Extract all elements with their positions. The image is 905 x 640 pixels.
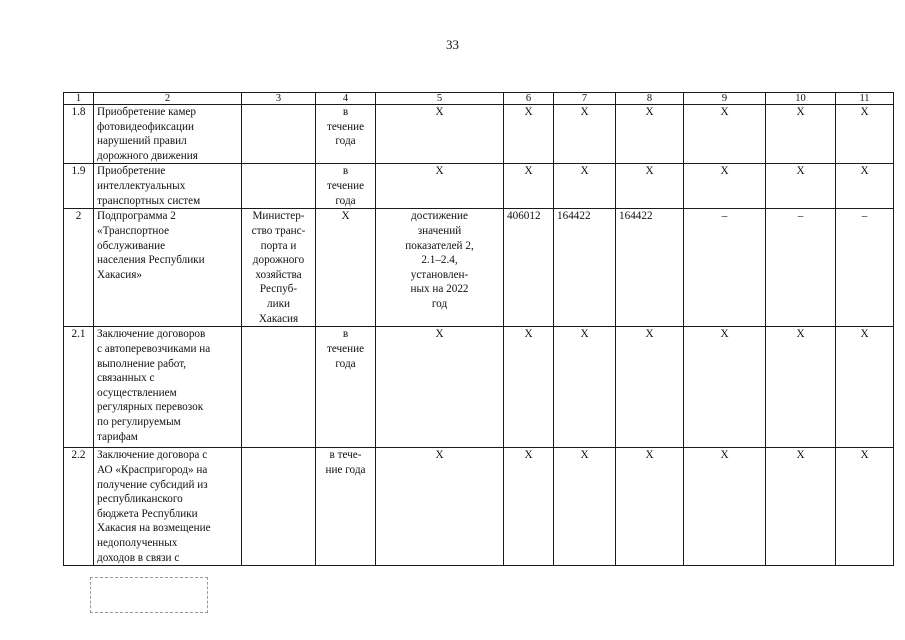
row-term: Х: [316, 209, 376, 327]
col-header-3: 3: [242, 93, 316, 105]
row-result: Х: [376, 327, 504, 448]
col-header-2: 2: [94, 93, 242, 105]
row-value-10: Х: [766, 448, 836, 566]
row-name: Подпрограмма 2 «Транспортное обслуживание населения Республики Хакасия»: [94, 209, 242, 327]
registration-stamp: [90, 577, 208, 613]
col-header-9: 9: [684, 93, 766, 105]
row-id: 2.2: [64, 448, 94, 566]
row-value-9: Х: [684, 164, 766, 209]
table-row: [64, 164, 894, 209]
row-value-11: –: [836, 209, 894, 327]
row-value-11: Х: [836, 327, 894, 448]
col-header-10: 10: [766, 93, 836, 105]
row-value-11: Х: [836, 164, 894, 209]
row-result: Х: [376, 448, 504, 566]
row-value-10: Х: [766, 105, 836, 164]
row-result: Х: [376, 164, 504, 209]
row-value-11: Х: [836, 105, 894, 164]
row-value-8: 164422: [616, 209, 684, 327]
row-value-10: Х: [766, 164, 836, 209]
row-name: Заключение договоров с автоперевозчиками на выполнение работ, связанных с осуществлением регулярных перевозок по регулируемым тарифам: [94, 327, 242, 448]
col-header-4: 4: [316, 93, 376, 105]
row-executor: [242, 327, 316, 448]
row-executor: Министер- ство транс- порта и дорожного хозяйства Респуб- лики Хакасия: [242, 209, 316, 327]
col-header-7: 7: [554, 93, 616, 105]
row-value-6: Х: [504, 164, 554, 209]
row-term: в тече- ние года: [316, 448, 376, 566]
row-value-10: –: [766, 209, 836, 327]
row-name: Приобретение интеллектуальных транспортных систем: [94, 164, 242, 209]
row-value-11: Х: [836, 448, 894, 566]
row-id: 1.9: [64, 164, 94, 209]
col-header-5: 5: [376, 93, 504, 105]
row-value-7: Х: [554, 164, 616, 209]
row-executor: [242, 448, 316, 566]
row-value-6: Х: [504, 448, 554, 566]
row-executor: [242, 164, 316, 209]
row-term: в течение года: [316, 105, 376, 164]
table-row: [64, 448, 894, 566]
row-value-8: Х: [616, 164, 684, 209]
row-name: Приобретение камер фотовидеофиксации нарушений правил дорожного движения: [94, 105, 242, 164]
col-header-8: 8: [616, 93, 684, 105]
row-value-6: Х: [504, 327, 554, 448]
row-result: достижение значений показателей 2, 2.1–2.4, установлен- ных на 2022 год: [376, 209, 504, 327]
row-result: Х: [376, 105, 504, 164]
col-header-1: 1: [64, 93, 94, 105]
table-row: [64, 105, 894, 164]
row-name: Заключение договора с АО «Краспригород» на получение субсидий из республиканского бюджета Республики Хакасия на возмещение недополученных доходов в связи с: [94, 448, 242, 566]
row-value-9: Х: [684, 327, 766, 448]
row-value-7: Х: [554, 448, 616, 566]
row-value-9: Х: [684, 448, 766, 566]
page-number: 33: [446, 37, 459, 52]
row-value-6: 406012: [504, 209, 554, 327]
row-value-6: Х: [504, 105, 554, 164]
column-number-row: [64, 93, 894, 105]
row-value-8: Х: [616, 448, 684, 566]
row-value-10: Х: [766, 327, 836, 448]
table-row: [64, 209, 894, 327]
row-value-7: Х: [554, 105, 616, 164]
row-value-7: 164422: [554, 209, 616, 327]
row-id: 2: [64, 209, 94, 327]
row-id: 1.8: [64, 105, 94, 164]
row-value-7: Х: [554, 327, 616, 448]
col-header-6: 6: [504, 93, 554, 105]
plan-table: [63, 92, 894, 566]
row-value-9: –: [684, 209, 766, 327]
col-header-11: 11: [836, 93, 894, 105]
row-term: в течение года: [316, 327, 376, 448]
row-executor: [242, 105, 316, 164]
table-row: [64, 327, 894, 448]
row-value-8: Х: [616, 105, 684, 164]
row-value-9: Х: [684, 105, 766, 164]
row-id: 2.1: [64, 327, 94, 448]
row-term: в течение года: [316, 164, 376, 209]
row-value-8: Х: [616, 327, 684, 448]
